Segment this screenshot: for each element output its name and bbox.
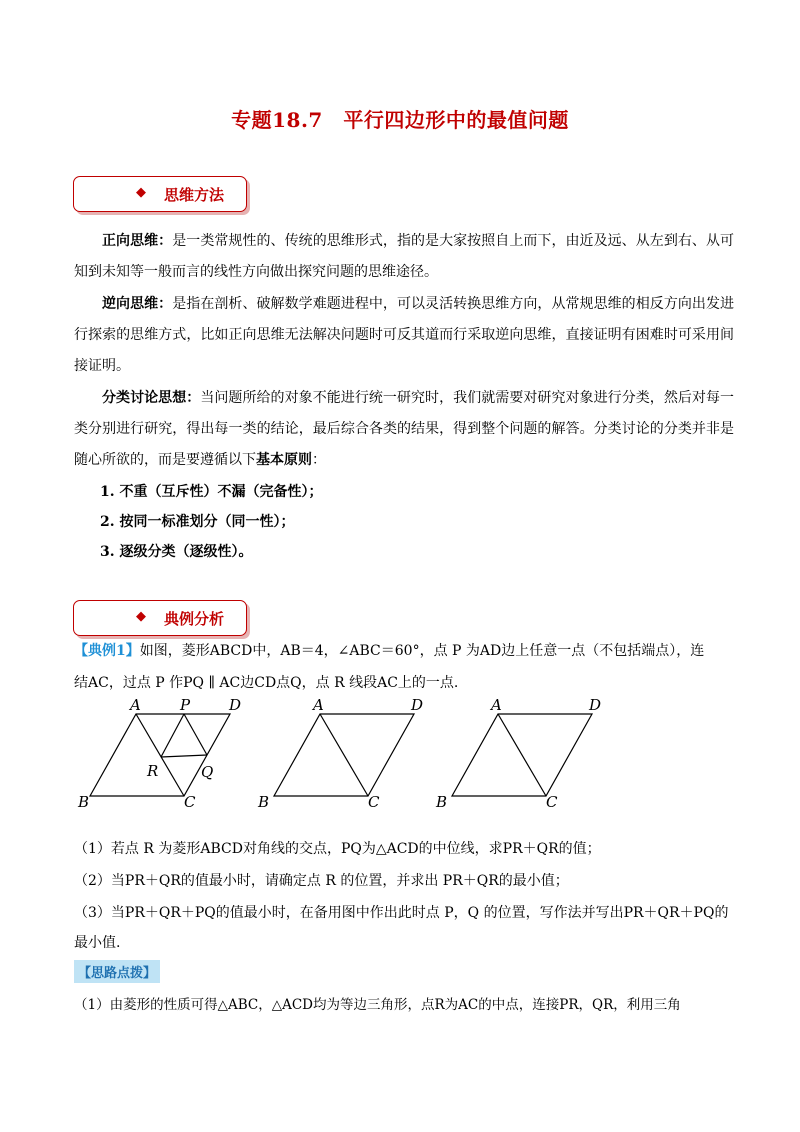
segment-rq: [161, 755, 207, 757]
diamond-icon: ◆: [136, 609, 146, 624]
label-c: C: [546, 793, 558, 811]
label-b: B: [436, 793, 448, 811]
question-1: （1）若点 R 为菱形ABCD对角线的交点，PQ为△ACD的中位线，求PR＋QR的值；: [74, 841, 601, 857]
label-d: D: [229, 696, 242, 714]
example-tag: 【典例1】: [74, 643, 140, 659]
hint-tag: 【思路点拨】: [74, 960, 160, 983]
label-a: A: [313, 696, 324, 714]
figure-2: [274, 714, 414, 796]
diamond-icon: ◆: [136, 185, 146, 200]
label-b: B: [78, 793, 90, 811]
figure-1: [90, 714, 230, 796]
question-3: （3）当PR＋QR＋PQ的值最小时，在备用图中作出此时点 P，Q 的位置，写作法并写出PR＋QR＋PQ的: [74, 905, 729, 921]
label-d: D: [589, 696, 602, 714]
principle-item: 1. 不重（互斥性）不漏（完备性）；: [100, 484, 323, 500]
page-title: 专题18.7 平行四边形中的最值问题: [231, 108, 569, 132]
segment-rp: [161, 714, 184, 757]
example-statement-line2: 结AC，过点 P 作PQ ∥ AC边CD点Q，点 R 线段AC上的一点.: [74, 675, 459, 691]
paragraph-forward-thinking: 正向思维：是一类常规性的、传统的思维形式，指的是大家按照自上而下，由近及远、从左到右、从可知到未知等一般而言的线性方向做出探究问题的思维途径。: [74, 233, 735, 280]
question-2: （2）当PR＋QR的值最小时，请确定点 R 的位置，并求出 PR＋QR的最小值；: [74, 873, 569, 889]
hint-text: （1）由菱形的性质可得△ABC，△ACD均为等边三角形，点R为AC的中点，连接PR，QR，利用三角: [74, 997, 681, 1013]
segment-pq: [184, 714, 207, 755]
label-q: Q: [201, 763, 214, 781]
section-header-examples: [73, 600, 247, 636]
label-r: R: [147, 762, 159, 780]
principle-item: 3. 逐级分类（逐级性）。: [100, 544, 253, 560]
figure-3: [452, 714, 592, 796]
diagonal-ac: [498, 714, 546, 796]
diagonal-ac: [320, 714, 368, 796]
label-a: A: [130, 696, 141, 714]
paragraph-classification: 分类讨论思想：当问题所给的对象不能进行统一研究时，我们就需要对研究对象进行分类，然后对每一类分别进行研究，得出每一类的结论，最后综合各类的结果，得到整个问题的解答。分类讨论的分类并非是随心所欲的，而是要遵循以下基本原则：: [74, 390, 735, 468]
label-c: C: [184, 793, 196, 811]
principle-item: 2. 按同一标准划分（同一性）；: [100, 514, 295, 530]
rhombus-figures: [0, 690, 800, 820]
label-b: B: [258, 793, 270, 811]
example-statement-line1: 【典例1】如图，菱形ABCD中，AB＝4，∠ABC＝60°，点 P 为AD边上任意一点（不包括端点），连: [74, 643, 705, 659]
section-label: 思维方法: [164, 186, 225, 204]
section-header-methods: [73, 176, 247, 212]
section-label: 典例分析: [164, 610, 225, 628]
label-a: A: [491, 696, 502, 714]
label-p: P: [180, 696, 191, 714]
paragraph-reverse-thinking: 逆向思维：是指在剖析、破解数学难题进程中，可以灵活转换思维方向，从常规思维的相反方向出发进行探索的思维方式，比如正向思维无法解决问题时可反其道而行采取逆向思维，直接证明有困难时可采用间接证明。: [74, 296, 735, 374]
label-c: C: [368, 793, 380, 811]
label-d: D: [411, 696, 424, 714]
question-3-cont: 最小值.: [74, 935, 121, 951]
